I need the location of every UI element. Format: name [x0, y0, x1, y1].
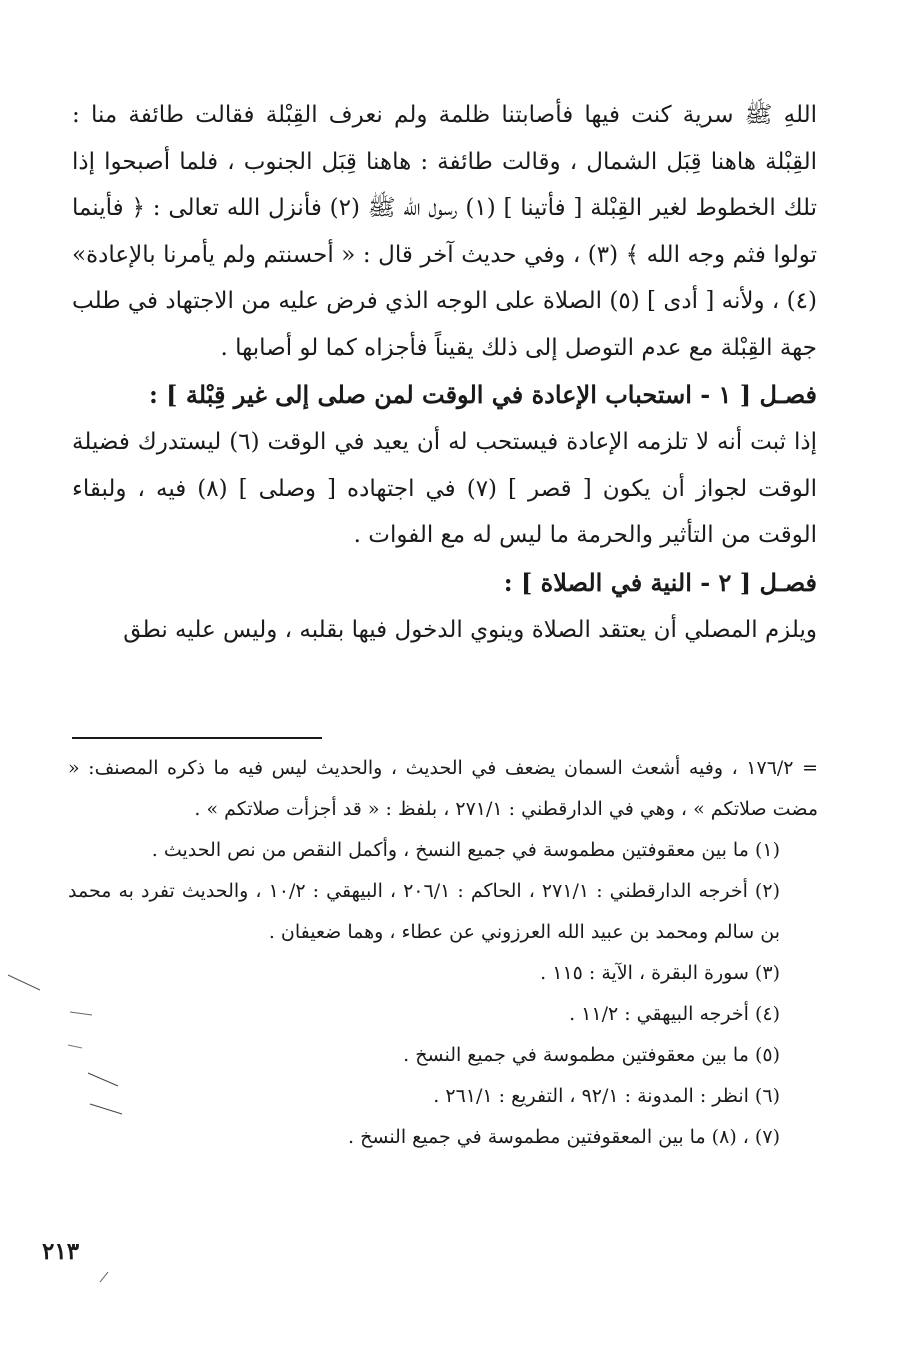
footnote-3: (٣) سورة البقرة ، الآية : ١١٥ .	[540, 962, 780, 984]
footnote-4: (٤) أخرجه البيهقي : ١١/٢ .	[569, 1003, 780, 1025]
footnote-5: (٥) ما بين معقوفتين مطموسة في جميع النسخ .	[403, 1044, 780, 1066]
paragraph-2: إذا ثبت أنه لا تلزمه الإعادة فيستحب له أن يعيد في الوقت (٦) ليستدرك فضيلة الوقت لجواز أن يكون [ قصر ] (٧) في اجتهاده [ وصلى ] (٨) فيه ، ولبقاء الوقت من التأثير والحرمة ما ليس له مع الفوات .	[72, 429, 818, 548]
page-number: ٢١٣	[42, 1238, 80, 1265]
footnote-continuation: = ١٧٦/٢ ، وفيه أشعث السمان يضعف في الحديث ، والحديث ليس فيه ما ذكره المصنف: « مضت صلاتكم » ، وهي في الدارقطني : ٢٧١/١ ، بلفظ : « قد أجزأت صلاتكم » .	[68, 757, 818, 820]
paragraph-3: ويلزم المصلي أن يعتقد الصلاة وينوي الدخول فيها بقلبه ، وليس عليه نطق	[123, 616, 817, 643]
footnote-7-8: (٧) ، (٨) ما بين المعقوفتين مطموسة في جميع النسخ .	[348, 1126, 780, 1148]
section-heading-2: فصـل [ ٢ - النية في الصلاة ] :	[503, 567, 817, 597]
footnote-2: (٢) أخرجه الدارقطني : ٢٧١/١ ، الحاكم : ٢٠٦/١ ، البيهقي : ١٠/٢ ، والحديث تفرد به محمد بن سالم ومحمد بن عبيد الله العرزوني عن عطاء ، وهما ضعيفان .	[68, 880, 780, 943]
section-heading-1: فصـل [ ١ - استحباب الإعادة في الوقت لمن صلى إلى غير قِبْلة ] :	[148, 380, 817, 409]
paragraph-1: اللهِ ﷺ سرية كنت فيها فأصابتنا ظلمة ولم نعرف القِبْلة فقالت طائفة منا : القِبْلة هاهنا قِبَل الشمال ، وقالت طائفة : هاهنا قِبَل الجنوب ، فلما أصبحوا إذا تلك الخطوط لغير القِبْلة [ فأتينا ] (١) رسول الله ﷺ (٢) فأنزل الله تعالى : ﴿ فأينما تولوا فثم وجه الله ﴾ (٣) ، وفي حديث آخر قال : « أحسنتم ولم يأمرنا بالإعادة» (٤) ، ولأنه [ أدى ] (٥) الصلاة على الوجه الذي فرض عليه من الاجتهاد في طلب جهة القِبْلة مع عدم التوصل إلى ذلك يقيناً فأجزاه كما لو أصابها .	[72, 102, 817, 361]
footnote-6: (٦) انظر : المدونة : ٩٢/١ ، التفريع : ٢٦١/١ .	[433, 1085, 780, 1107]
footnote-1: (١) ما بين معقوفتين مطموسة في جميع النسخ ، وأكمل النقص من نص الحديث .	[151, 839, 780, 861]
